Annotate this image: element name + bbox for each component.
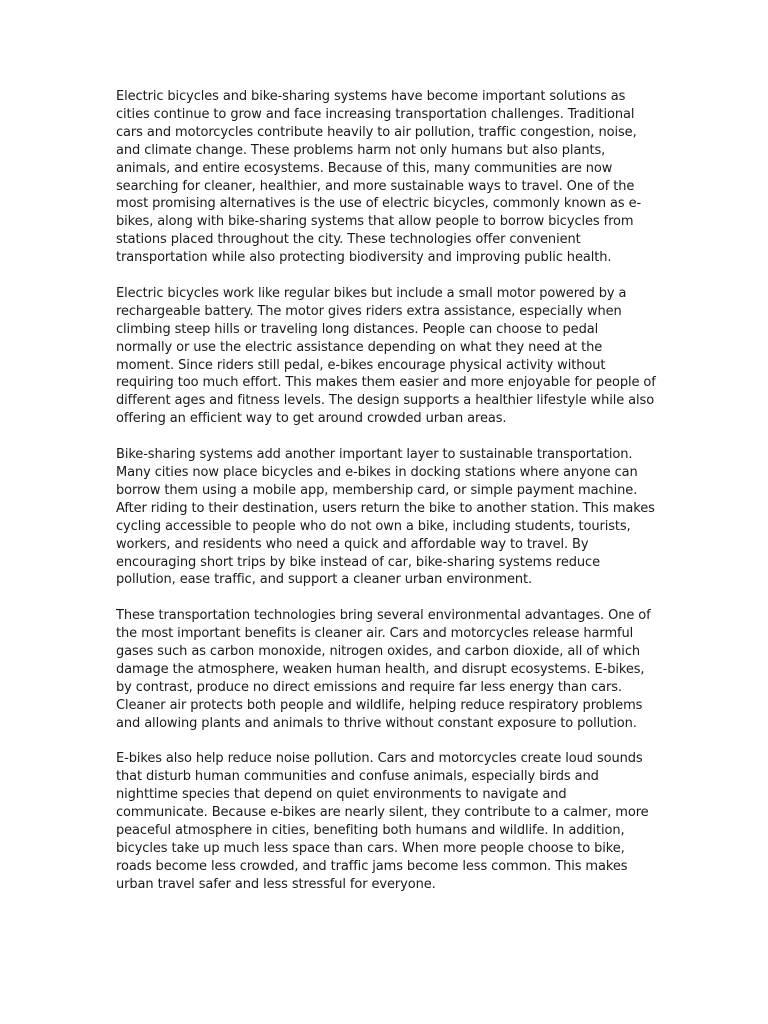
paragraph: Electric bicycles work like regular bikes but include a small motor powered by a rechargeable battery. The motor gives riders extra assistance, especially when climbing steep hills or traveling long distances. People can choose to pedal normally or use the electric assistance depending on what they need at the moment. Since riders still pedal, e-bikes encourage physical activity without requiring too much effort. This makes them easier and more enjoyable for people of different ages and fitness levels. The design supports a healthier lifestyle while also offering an efficient way to get around crowded urban areas. xyxy=(116,285,656,427)
paragraph: These transportation technologies bring several environmental advantages. One of the most important benefits is cleaner air. Cars and motorcycles release harmful gases such as carbon monoxide, nitrogen oxides, and carbon dioxide, all of which damage the atmosphere, weaken human health, and disrupt ecosystems. E-bikes, by contrast, produce no direct emissions and require far less energy than cars. Cleaner air protects both people and wildlife, helping reduce respiratory problems and allowing plants and animals to thrive without constant exposure to pollution. xyxy=(116,608,651,731)
paragraph: Bike-sharing systems add another important layer to sustainable transportation. Many cities now place bicycles and e-bikes in docking stations where anyone can borrow them using a mobile app, membership card, or simple payment machine. After riding to their destination, users return the bike to another station. This makes cycling accessible to people who do not own a bike, including students, tourists, workers, and residents who need a quick and affordable way to travel. By encouraging short trips by bike instead of car, bike-sharing systems reduce pollution, ease traffic, and support a cleaner urban environment. xyxy=(116,447,655,588)
paragraph: Electric bicycles and bike-sharing systems have become important solutions as cities continue to grow and face increasing transportation challenges. Traditional cars and motorcycles contribute heavily to air pollution, traffic congestion, noise, and climate change. These problems harm not only humans but also plants, animals, and entire ecosystems. Because of this, many communities are now searching for cleaner, healthier, and more sustainable ways to travel. One of the most promising alternatives is the use of electric bicycles, commonly known as e-bikes, along with bike-sharing systems that allow people to borrow bicycles from stations placed throughout the city. These technologies offer convenient transportation while also protecting biodiversity and improving public health. xyxy=(116,89,642,266)
document-body xyxy=(116,88,656,912)
paragraph: E-bikes also help reduce noise pollution. Cars and motorcycles create loud sounds that disturb human communities and confuse animals, especially birds and nighttime species that depend on quiet environments to navigate and communicate. Because e-bikes are nearly silent, they contribute to a calmer, more peaceful atmosphere in cities, benefiting both humans and wildlife. In addition, bicycles take up much less space than cars. When more people choose to bike, roads become less crowded, and traffic jams become less common. This makes urban travel safer and less stressful for everyone. xyxy=(116,751,649,892)
